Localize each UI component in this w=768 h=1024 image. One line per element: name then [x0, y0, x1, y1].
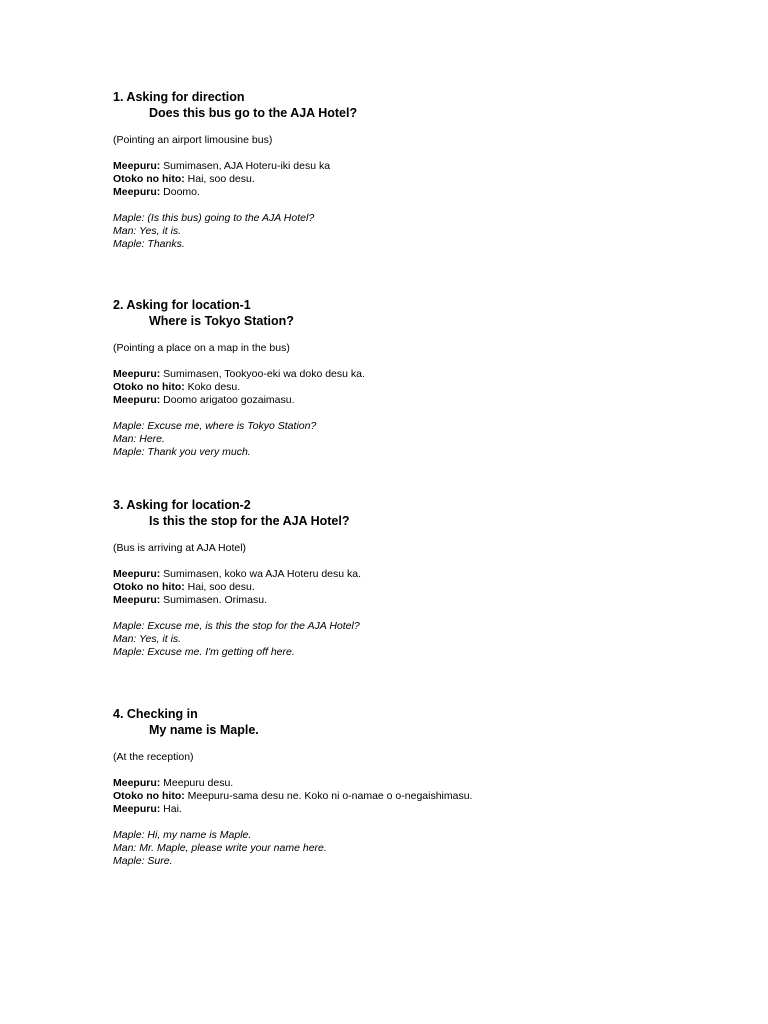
- section-heading: 4. Checking in: [113, 707, 198, 721]
- dialogue-block: [113, 368, 673, 407]
- dialogue-text: Sumimasen, Tookyoo-eki wa doko desu ka.: [160, 368, 365, 380]
- speaker-name: Meepuru:: [113, 777, 161, 789]
- dialogue-block: [113, 777, 673, 816]
- translation-line: Maple: Thanks.: [113, 238, 185, 250]
- translation-block: [113, 829, 673, 868]
- translation-line: Man: Yes, it is.: [113, 633, 182, 645]
- speaker-name: Meepuru:: [113, 160, 161, 172]
- speaker-name: Otoko no hito:: [113, 173, 185, 185]
- speaker-name: Meepuru:: [113, 803, 161, 815]
- dialogue-line: [113, 594, 673, 607]
- section-asking-for-location-2: [113, 498, 673, 659]
- translation-line: Maple: Excuse me, where is Tokyo Station?: [113, 420, 317, 432]
- translation-line: Maple: Excuse me. I'm getting off here.: [113, 646, 295, 658]
- dialogue-line: [113, 777, 673, 790]
- dialogue-text: Sumimasen, AJA Hoteru-iki desu ka: [160, 160, 331, 172]
- dialogue-block: [113, 568, 673, 607]
- speaker-name: Otoko no hito:: [113, 581, 185, 593]
- speaker-name: Meepuru:: [113, 568, 161, 580]
- speaker-name: Meepuru:: [113, 186, 161, 198]
- translation-block: [113, 420, 673, 459]
- translation-line: Maple: Sure.: [113, 855, 173, 867]
- dialogue-line: [113, 790, 673, 803]
- dialogue-text: Sumimasen, koko wa AJA Hoteru desu ka.: [160, 568, 362, 580]
- translation-line: Man: Mr. Maple, please write your name here.: [113, 842, 327, 854]
- dialogue-text: Doomo arigatoo gozaimasu.: [160, 394, 295, 406]
- translation-line: Maple: Thank you very much.: [113, 446, 251, 458]
- scene-context: (At the reception): [113, 751, 194, 763]
- dialogue-text: Koko desu.: [184, 381, 241, 393]
- speaker-name: Otoko no hito:: [113, 790, 185, 802]
- speaker-name: Meepuru:: [113, 394, 161, 406]
- dialogue-line: [113, 581, 673, 594]
- dialogue-line: [113, 186, 673, 199]
- translation-line: Man: Here.: [113, 433, 165, 445]
- section-subheading: My name is Maple.: [149, 723, 259, 737]
- dialogue-line: [113, 173, 673, 186]
- section-asking-for-location-1: [113, 298, 673, 459]
- section-subheading: Where is Tokyo Station?: [149, 314, 294, 328]
- section-asking-for-direction: [113, 90, 673, 251]
- dialogue-block: [113, 160, 673, 199]
- dialogue-text: Meepuru-sama desu ne. Koko ni o-namae o o-negaishimasu.: [184, 790, 473, 802]
- section-heading: 1. Asking for direction: [113, 90, 245, 104]
- dialogue-line: [113, 568, 673, 581]
- dialogue-line: [113, 803, 673, 816]
- dialogue-text: Meepuru desu.: [160, 777, 234, 789]
- dialogue-line: [113, 368, 673, 381]
- speaker-name: Otoko no hito:: [113, 381, 185, 393]
- section-heading: 2. Asking for location-1: [113, 298, 251, 312]
- dialogue-line: [113, 381, 673, 394]
- translation-line: Maple: Hi, my name is Maple.: [113, 829, 252, 841]
- dialogue-text: Hai, soo desu.: [184, 581, 255, 593]
- translation-line: Man: Yes, it is.: [113, 225, 182, 237]
- section-checking-in: [113, 707, 673, 868]
- scene-context: (Pointing an airport limousine bus): [113, 134, 273, 146]
- translation-line: Maple: (Is this bus) going to the AJA Hotel?: [113, 212, 315, 224]
- speaker-name: Meepuru:: [113, 594, 161, 606]
- dialogue-line: [113, 394, 673, 407]
- dialogue-text: Hai.: [160, 803, 182, 815]
- speaker-name: Meepuru:: [113, 368, 161, 380]
- translation-line: Maple: Excuse me, is this the stop for the AJA Hotel?: [113, 620, 360, 632]
- scene-context: (Pointing a place on a map in the bus): [113, 342, 290, 354]
- dialogue-line: [113, 160, 673, 173]
- section-subheading: Does this bus go to the AJA Hotel?: [149, 106, 358, 120]
- translation-block: [113, 212, 673, 251]
- dialogue-text: Hai, soo desu.: [184, 173, 255, 185]
- translation-block: [113, 620, 673, 659]
- dialogue-text: Sumimasen. Orimasu.: [160, 594, 268, 606]
- section-subheading: Is this the stop for the AJA Hotel?: [149, 514, 350, 528]
- section-heading: 3. Asking for location-2: [113, 498, 251, 512]
- dialogue-text: Doomo.: [160, 186, 200, 198]
- scene-context: (Bus is arriving at AJA Hotel): [113, 542, 247, 554]
